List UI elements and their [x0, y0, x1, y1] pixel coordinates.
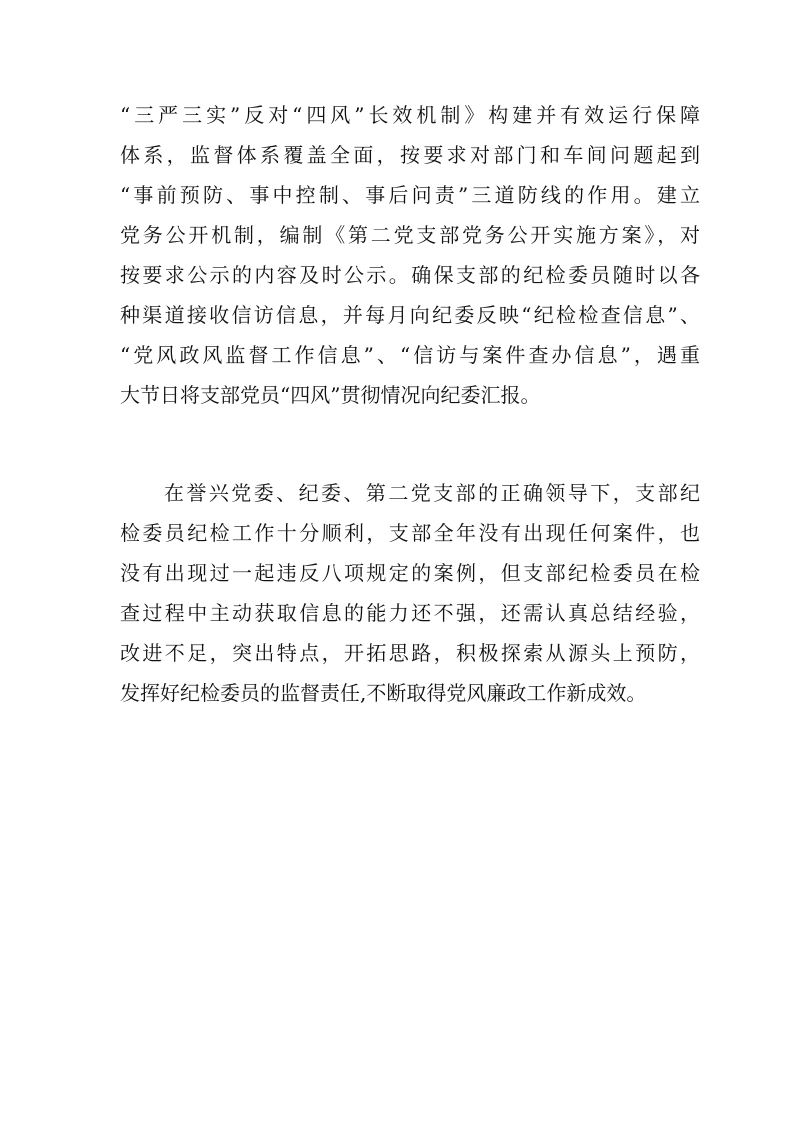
paragraph-line: “事前预防、事中控制、事后问责”三道防线的作用。建立	[120, 183, 700, 207]
paragraph-line: 体系，监督体系覆盖全面，按要求对部门和车间问题起到	[120, 143, 700, 167]
paragraph-line: 大节日将支部党员“四风”贯彻情况向纪委汇报。	[120, 383, 541, 407]
paragraph-line: 党务公开机制，编制《第二党支部党务公开实施方案》，对	[120, 223, 700, 247]
paragraph-line: “三严三实”反对“四风”长效机制》构建并有效运行保障	[120, 103, 700, 127]
paragraph-line: 检委员纪检工作十分顺利，支部全年没有出现任何案件，也	[120, 521, 700, 545]
paragraph-line: 改进不足，突出特点，开拓思路，积极探索从源头上预防，	[120, 641, 700, 665]
paragraph-line: 查过程中主动获取信息的能力还不强，还需认真总结经验，	[120, 601, 700, 625]
paragraph-line: “党风政风监督工作信息”、“信访与案件查办信息”，遇重	[120, 343, 700, 367]
paragraph-line: 种渠道接收信访信息，并每月向纪委反映“纪检检查信息”、	[120, 303, 700, 327]
document-body	[120, 95, 700, 713]
paragraph-1	[120, 95, 700, 415]
paragraph-line: 按要求公示的内容及时公示。确保支部的纪检委员随时以各	[120, 263, 700, 287]
paragraph-line: 没有出现过一起违反八项规定的案例，但支部纪检委员在检	[120, 561, 700, 585]
paragraph-line: 发挥好纪检委员的监督责任,不断取得党风廉政工作新成效。	[120, 681, 647, 705]
paragraph-2	[120, 473, 700, 713]
paragraph-line: 在誉兴党委、纪委、第二党支部的正确领导下，支部纪	[164, 481, 700, 505]
paragraph-spacer	[120, 415, 700, 473]
